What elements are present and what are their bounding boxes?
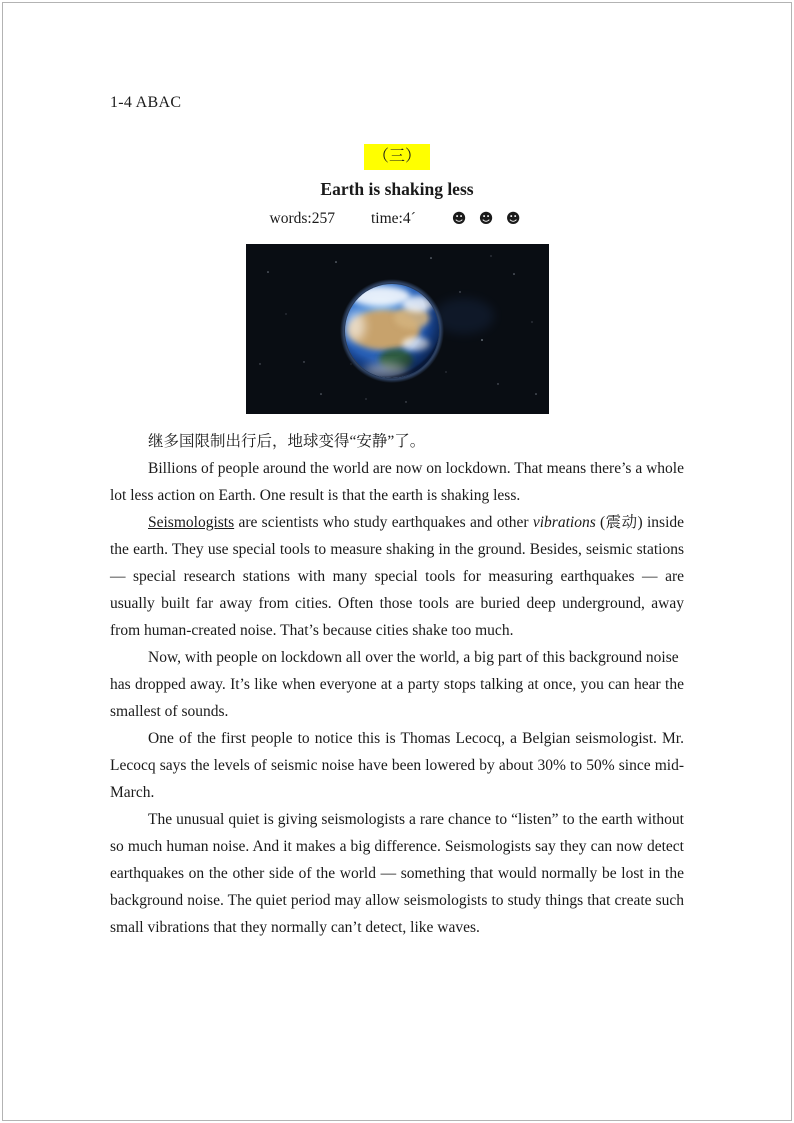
time-limit: time:4´ <box>370 210 416 227</box>
term-vibrations: vibrations <box>532 514 596 531</box>
exercise-code: 1-4 ABAC <box>110 94 182 111</box>
passage-body <box>110 428 684 941</box>
paragraph-lecocq: One of the first people to notice this is Thomas Lecocq, a Belgian seismologist. Mr. Lecocq says the levels of seismic noise have been lowered by about 30% to 50% since mid-March. <box>110 730 684 801</box>
paragraph-unusual-quiet: The unusual quiet is giving seismologists a rare chance to “listen” to the earth without so much human noise. And it makes a big difference. Seismologists say they can now detect earthquakes on the other side of the world — something that would normally be lost in the background noise. The quiet period may allow seismologists to study things that create such small vibrations that they normally can’t detect, like waves. <box>110 811 684 936</box>
passage-meta-line <box>110 209 684 229</box>
page-content <box>0 94 794 941</box>
paragraph-seismologists <box>110 509 684 644</box>
intro-chinese: 继多国限制出行后，地球变得“安静”了。 <box>148 433 426 450</box>
passage-title: Earth is shaking less <box>320 179 474 199</box>
section-number-line <box>110 144 684 170</box>
term-seismologists: Seismologists <box>148 514 235 531</box>
section-number-highlight: （三） <box>364 144 430 170</box>
text-segment: are scientists who study earthquakes and other <box>234 514 533 531</box>
earth-photo-figure <box>110 244 684 414</box>
difficulty-smiley-icons: ☻ ☻ ☻ <box>451 211 525 227</box>
limb-shading <box>345 284 439 378</box>
word-count: words:257 <box>269 210 335 227</box>
paragraph-background-noise: Now, with people on lockdown all over the world, a big part of this background noise <box>148 649 679 666</box>
text-segment: (震动) inside the earth. They use special tools to measure shaking in the ground. Besides, seismic stations — special research stations with many special tools for measuring earthquakes — are usually built far away from cities. Often those tools are buried deep underground, away from human-created noise. That’s because cities shake too much. <box>110 514 684 639</box>
earth-from-space-image <box>246 244 549 414</box>
paragraph-dropped-away: has dropped away. It’s like when everyone at a party stops talking at once, you can hear the smallest of sounds. <box>110 676 684 720</box>
paragraph-billions: Billions of people around the world are now on lockdown. That means there’s a whole lot less action on Earth. One result is that the earth is shaking less. <box>110 460 684 504</box>
